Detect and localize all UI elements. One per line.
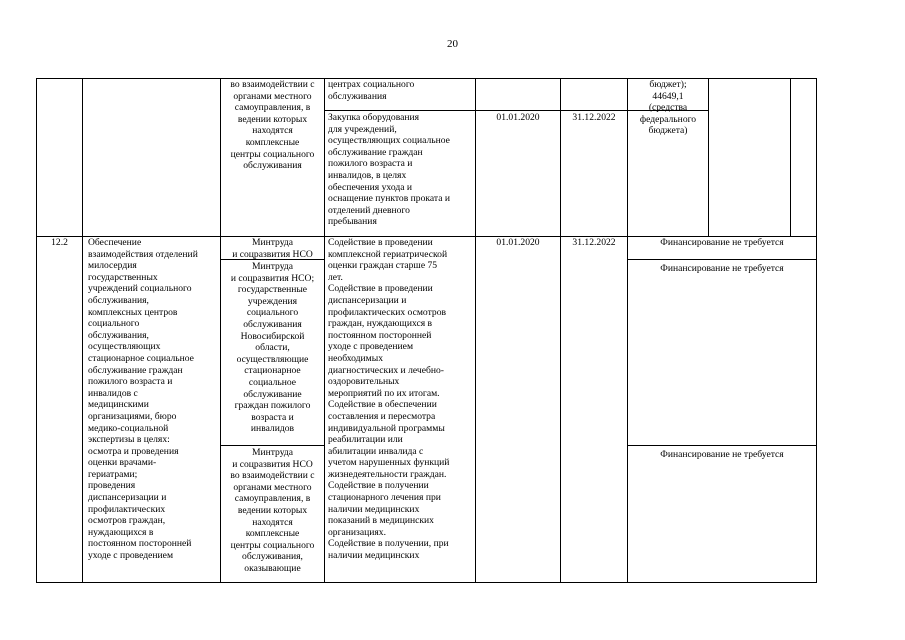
- col-border-9: [816, 78, 817, 583]
- financing-3: Финансирование не требуется: [660, 449, 784, 460]
- content-equipment: Закупка оборудования для учреждений, осуществляющих социальное обслуживание граждан пожилого возраста и инвалидов, в целях обеспечения ухода и оснащение пунктов проката и отделений дневного пребывания: [328, 112, 451, 228]
- executor-2: Минтруда и соцразвития НСО; государственные учреждения социального обслуживания Новосибирской области, осуществляющие стационарное социальное обслуживание граждан пожилого возраста и инвалидов: [230, 261, 315, 435]
- col-border-6: [627, 78, 628, 583]
- executor-3: Минтруда и соцразвития НСО во взаимодействии с органами местного самоуправления, в ведении которых находятся комплексные центры социального обслуживания, оказывающие: [230, 447, 315, 574]
- table-bottom-border: [36, 582, 817, 583]
- rule-financing-2-bottom: [627, 445, 817, 446]
- financing-2: Финансирование не требуется: [660, 263, 784, 274]
- col-border-7-upper: [708, 78, 709, 237]
- col-border-1: [82, 78, 83, 583]
- financing-1: Финансирование не требуется: [660, 237, 784, 248]
- start-date-equipment: 01.01.2020: [496, 112, 540, 123]
- col-border-0: [36, 78, 37, 583]
- start-date: 01.01.2020: [496, 237, 540, 248]
- col-border-8-upper: [790, 78, 791, 237]
- rule-exec-2-bottom: [220, 445, 324, 446]
- executor-continued: во взаимодействии с органами местного самоуправления, в ведении которых находятся комплексные центры социального обслуживания: [230, 79, 315, 172]
- content-continued: центрах социального обслуживания: [328, 79, 415, 102]
- executor-1: Минтруда и соцразвития НСО: [232, 237, 313, 260]
- rule-financing-1-bottom: [627, 259, 817, 260]
- page-number: 20: [447, 38, 458, 50]
- col-border-3: [324, 78, 325, 583]
- end-date-equipment: 31.12.2022: [572, 112, 616, 123]
- col-border-4: [475, 78, 476, 583]
- financing-federal: бюджет); 44649,1 (средства федерального бюджета): [639, 79, 697, 137]
- col-border-5: [560, 78, 561, 583]
- measure-description: Обеспечение взаимодействия отделений милосердия государственных учреждений социального обслуживания, комплексных центров социального обслуживания, осуществляющих стационарное социальное обслуживание граждан пожилого возраста и инвалидов с медицинскими организациями, бюро медико-социальной экспертизы в целях: осмотра и проведения оценки врачами- гериатрами; проведения диспансеризации и профилактических осмотров граждан, нуждающихся в постоянном посторонней уходе с проведением: [88, 237, 198, 562]
- row-number: 12.2: [51, 237, 68, 248]
- end-date: 31.12.2022: [572, 237, 616, 248]
- measure-content: Содействие в проведении комплексной гериатрической оценки граждан старше 75 лет. Содействие в проведении диспансеризации и профилактических осмотров граждан, нуждающихся в постоянном посторонней уходе с проведением необходимых диагностических и лечебно- оздоровительных мероприятий по их итогам. Содействие в обеспечении составления и пересмотра индивидуальной программы реабилитации или абилитации инвалида с учетом нарушенных функций жизнедеятельности граждан. Содействие в получении стационарного лечения при наличии медицинских показаний в медицинских организациях. Содействие в получении, при наличии медицинских: [328, 237, 450, 562]
